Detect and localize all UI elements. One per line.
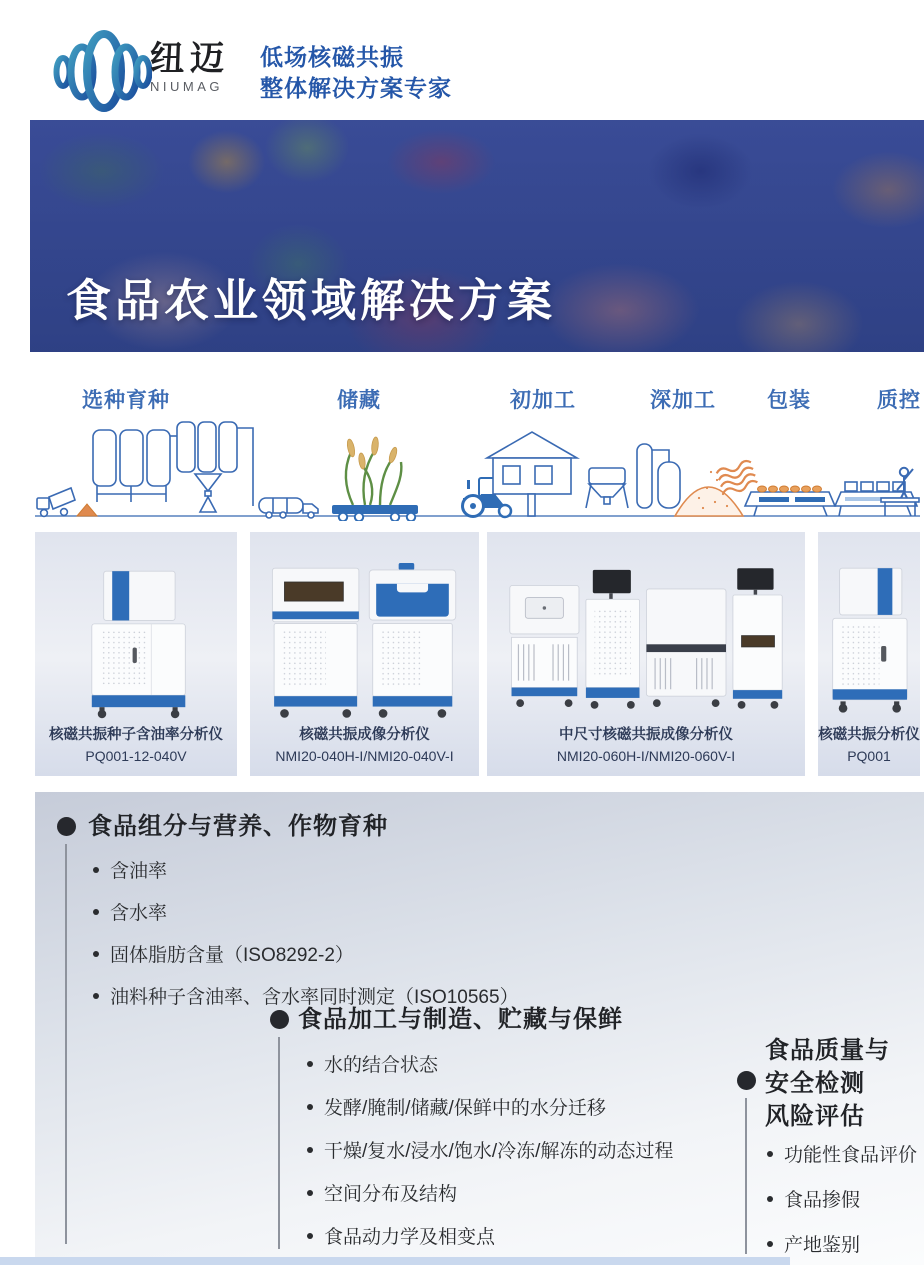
product-name: 核磁共振分析仪 <box>818 727 920 743</box>
page-bottom-strip <box>0 1257 790 1265</box>
list-item: 水的结合状态 <box>307 1050 673 1077</box>
product-card-2 <box>250 532 479 776</box>
section-bullet-icon <box>57 817 76 836</box>
section-bullet-icon <box>737 1071 756 1090</box>
logo-cn-text: 纽迈 <box>150 40 230 78</box>
tagline-line-1: 低场核磁共振 <box>260 44 404 70</box>
silos-trucks-icon <box>37 422 318 518</box>
product-name: 核磁共振种子含油率分析仪 <box>49 727 223 743</box>
product-model: PQ001 <box>847 748 891 764</box>
section-timeline-line <box>65 844 67 1244</box>
bullet-dot-icon <box>93 993 99 999</box>
list-item: 发酵/腌制/储藏/保鲜中的水分迁移 <box>307 1093 673 1120</box>
list-item: 固体脂肪含量（ISO8292-2） <box>93 940 519 967</box>
hero-banner <box>30 120 924 352</box>
product-card-1 <box>35 532 237 776</box>
section-title-line: 食品质量与 <box>765 1037 890 1064</box>
bullet-dot-icon <box>307 1147 313 1153</box>
section-bullet-icon <box>270 1010 289 1029</box>
bullet-dot-icon <box>307 1104 313 1110</box>
bullet-dot-icon <box>767 1241 773 1247</box>
flow-stage-label-quality-control: 质控 <box>877 389 921 412</box>
section-timeline-line <box>745 1098 747 1254</box>
product-name: 中尺寸核磁共振成像分析仪 <box>559 727 733 743</box>
section-title-quality-safety <box>765 1034 890 1133</box>
section-title-composition-nutrition: 食品组分与营养、作物育种 <box>88 813 388 840</box>
list-item: 油料种子含油率、含水率同时测定（ISO10565） <box>93 982 519 1009</box>
product-model: NMI20-040H-I/NMI20-040V-I <box>275 748 454 764</box>
flow-stage-label-seed-selection: 选种育种 <box>82 389 170 412</box>
section-title-line: 风险评估 <box>765 1103 865 1130</box>
section-timeline-line <box>278 1037 280 1249</box>
bullet-dot-icon <box>93 909 99 915</box>
process-flow-illustration <box>35 418 920 521</box>
product-image-seed-oil-analyzer <box>51 563 221 723</box>
product-image-mid-size-imaging-analyzer <box>496 563 796 723</box>
section-items-quality-safety <box>767 1140 917 1257</box>
product-name: 核磁共振成像分析仪 <box>299 727 430 743</box>
bullet-dot-icon <box>93 951 99 957</box>
harvest-warehouse-icon <box>332 432 577 521</box>
section-items-processing-storage <box>307 1050 673 1249</box>
section-title-line: 安全检测 <box>765 1070 865 1097</box>
product-card-3 <box>487 532 805 776</box>
section-items-composition-nutrition <box>93 856 519 1009</box>
bullet-dot-icon <box>93 867 99 873</box>
flow-stage-label-storage: 储藏 <box>337 389 381 412</box>
niumag-wave-logo-icon <box>52 28 152 114</box>
bullet-dot-icon <box>307 1233 313 1239</box>
bullet-dot-icon <box>307 1190 313 1196</box>
header <box>0 0 924 120</box>
product-image-nmr-analyzer <box>821 563 917 723</box>
list-item: 含油率 <box>93 856 519 883</box>
section-title-processing-storage: 食品加工与制造、贮藏与保鲜 <box>298 1006 623 1033</box>
solutions-panel <box>35 792 924 1265</box>
list-item: 空间分布及结构 <box>307 1179 673 1206</box>
flow-stage-label-packaging: 包装 <box>767 389 811 412</box>
product-image-imaging-analyzer <box>262 563 467 723</box>
list-item: 食品动力学及相变点 <box>307 1222 673 1249</box>
list-item: 干燥/复水/浸水/饱水/冷冻/解冻的动态过程 <box>307 1136 673 1163</box>
tagline-line-2: 整体解决方案专家 <box>260 75 452 101</box>
bullet-dot-icon <box>767 1196 773 1202</box>
flow-stage-label-deep-processing: 深加工 <box>650 389 716 412</box>
page-title: 食品农业领域解决方案 <box>66 275 557 326</box>
list-item: 功能性食品评价 <box>767 1140 917 1167</box>
list-item: 食品掺假 <box>767 1185 917 1212</box>
flow-stage-label-primary-processing: 初加工 <box>510 389 576 412</box>
list-item: 产地鉴别 <box>767 1230 917 1257</box>
product-model: NMI20-060H-I/NMI20-060V-I <box>556 748 736 764</box>
bullet-dot-icon <box>767 1151 773 1157</box>
product-model: PQ001-12-040V <box>85 748 187 764</box>
bullet-dot-icon <box>307 1061 313 1067</box>
list-item: 含水率 <box>93 898 519 925</box>
product-card-4 <box>818 532 920 776</box>
company-tagline <box>260 42 452 104</box>
logo-en-text: NIUMAG <box>150 79 223 94</box>
